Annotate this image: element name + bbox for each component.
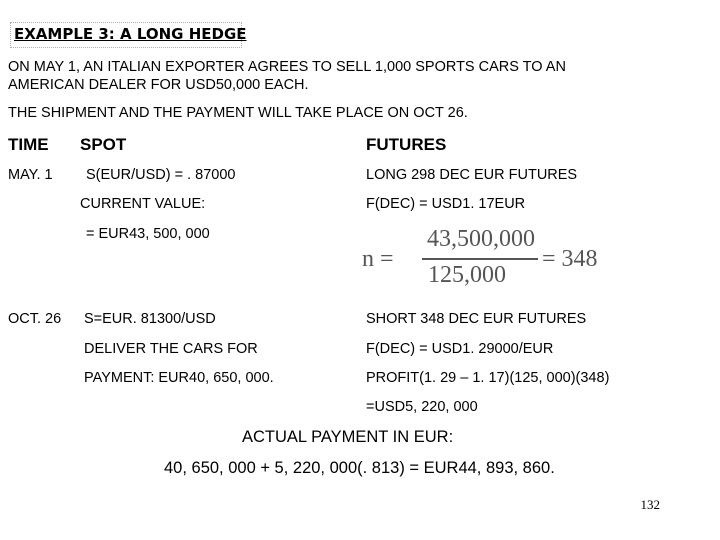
oct-spot-rate: S=EUR. 81300/USD (84, 311, 216, 327)
oct-time: OCT. 26 (8, 311, 62, 327)
page-number: 132 (640, 497, 660, 512)
may-current-value: = EUR43, 500, 000 (86, 226, 210, 242)
oct-profit: PROFIT(1. 29 – 1. 17)(125, 000)(348) (366, 370, 610, 386)
oct-futures-price: F(DEC) = USD1. 29000/EUR (366, 341, 554, 357)
oct-futures-position: SHORT 348 DEC EUR FUTURES (366, 311, 587, 327)
actual-payment-equation: 40, 650, 000 + 5, 220, 000(. 813) = EUR44, 893, 860. (164, 459, 555, 477)
oct-deliver: DELIVER THE CARS FOR (84, 341, 258, 357)
intro-line-2: AMERICAN DEALER FOR USD50,000 EACH. (8, 77, 309, 93)
formula-lhs: n = (362, 246, 394, 272)
actual-payment-label: ACTUAL PAYMENT IN EUR: (242, 428, 454, 446)
may-futures-position: LONG 298 DEC EUR FUTURES (366, 167, 578, 183)
may-spot-rate: S(EUR/USD) = . 87000 (86, 167, 236, 183)
slide-title: EXAMPLE 3: A LONG HEDGE (14, 25, 247, 43)
header-spot: SPOT (80, 135, 127, 154)
header-time: TIME (8, 135, 49, 154)
may-futures-price: F(DEC) = USD1. 17EUR (366, 196, 526, 212)
formula-denominator: 125,000 (428, 262, 506, 288)
fraction-bar (422, 258, 538, 260)
may-time: MAY. 1 (8, 167, 53, 183)
intro-line-1: ON MAY 1, AN ITALIAN EXPORTER AGREES TO SELL 1,000 SPORTS CARS TO AN (8, 59, 566, 75)
header-futures: FUTURES (366, 135, 447, 154)
formula-result: = 348 (542, 246, 598, 272)
intro-line-3: THE SHIPMENT AND THE PAYMENT WILL TAKE PLACE ON OCT 26. (8, 105, 468, 121)
oct-payment: PAYMENT: EUR40, 650, 000. (84, 370, 274, 386)
may-current-value-label: CURRENT VALUE: (80, 196, 206, 212)
contracts-formula (362, 226, 612, 296)
formula-numerator: 43,500,000 (427, 226, 535, 252)
oct-profit-total: =USD5, 220, 000 (366, 399, 478, 415)
